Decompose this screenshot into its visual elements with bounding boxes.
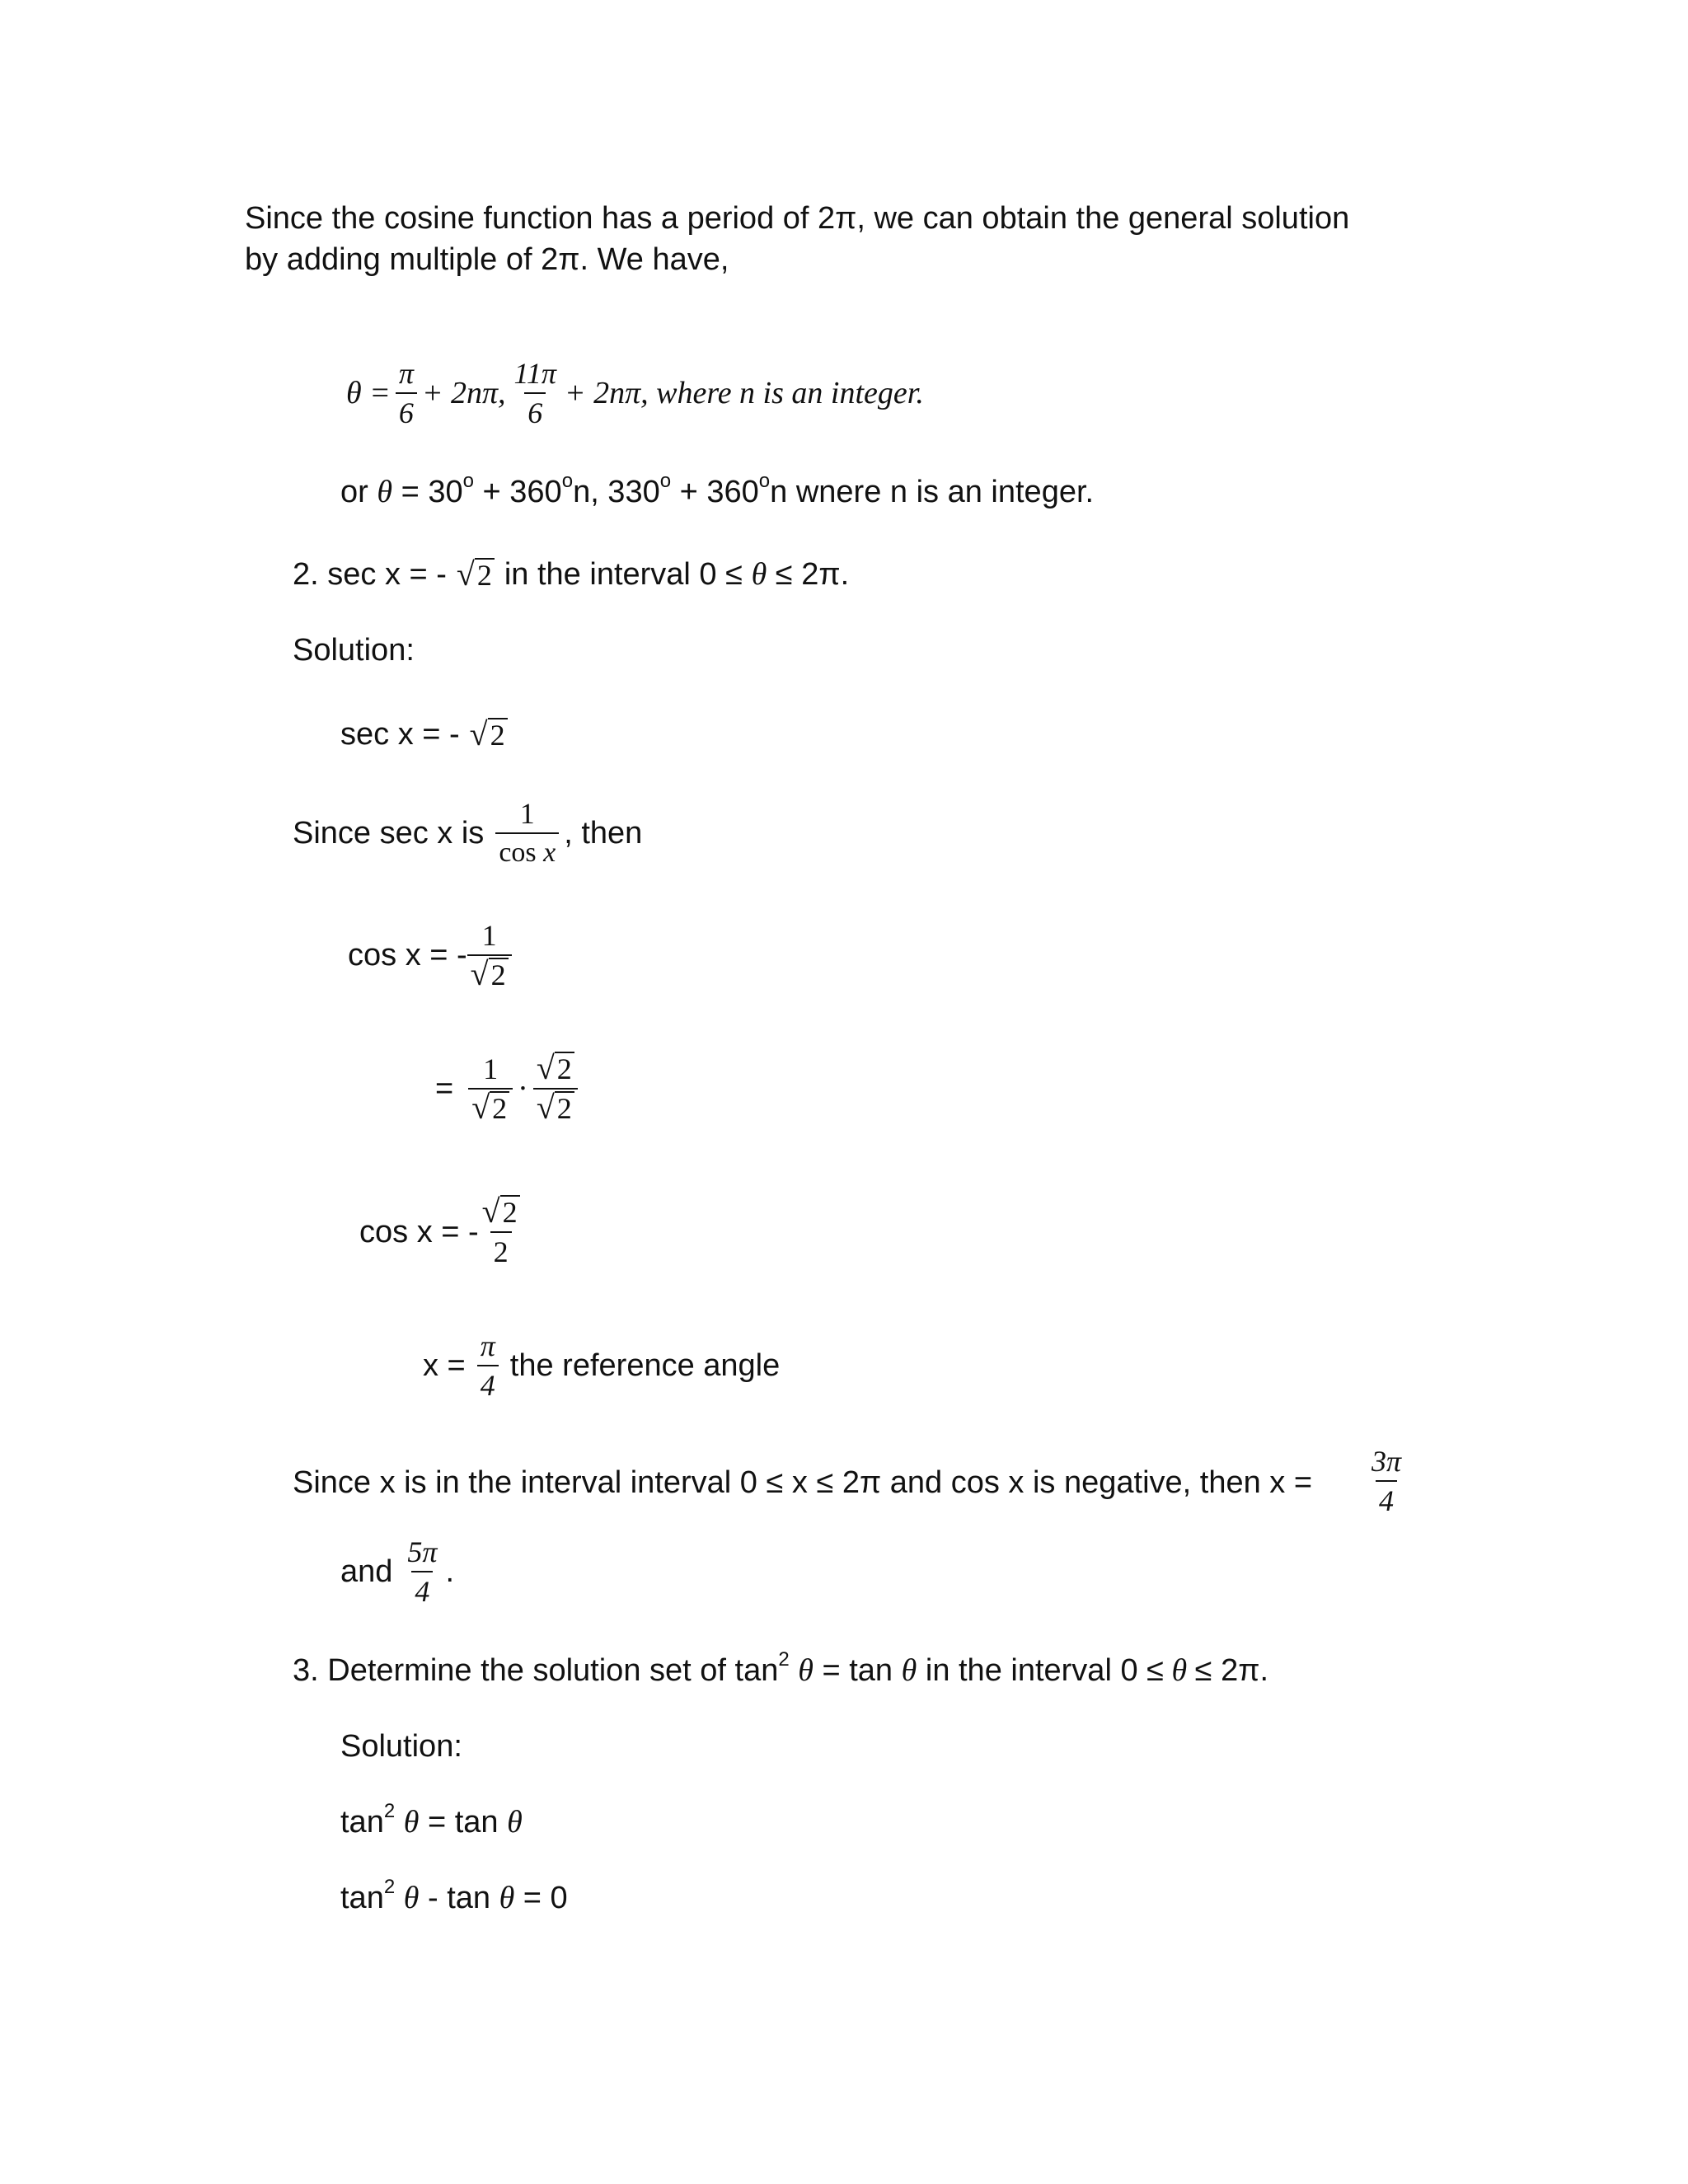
fraction-denominator: 2 [490,1231,512,1269]
conclusion-and-line [340,1535,454,1609]
step-tan-1 [340,1802,523,1843]
radical-sign-icon: √ [471,1089,490,1126]
fraction-numerator: 1 [483,1052,499,1085]
step-cos-1 [348,918,517,992]
step-cos-2 [359,1195,528,1269]
theta-symbol: θ [507,1805,523,1840]
degree-mark: o [561,470,574,493]
degrees-plus-2: + 360 [671,475,759,509]
tan-minus: - tan [419,1881,499,1915]
problem-3-text: 3. Determine the solution set of tan [293,1653,779,1688]
radical-sign-icon: √ [470,955,489,992]
degrees-tail: n wnere n is an integer. [770,475,1095,509]
step-cos-1-text: cos x = - [348,938,467,972]
theta-symbol: θ [751,557,767,592]
fraction-numerator: 1 [481,919,497,952]
general-solution-equation [346,356,924,430]
fraction-1-over-sqrt2 [468,1052,513,1126]
superscript-2: 2 [778,1648,790,1671]
problem-3-eq: = tan [813,1653,902,1688]
theta-symbol: θ [1164,1653,1195,1688]
step-sec [340,714,508,755]
problem-2-statement [293,554,849,595]
problem-2-end: 2π. [801,557,850,592]
step-reference-angle [423,1329,780,1403]
degrees-n1: n, 330 [573,475,660,509]
theta-symbol: θ [499,1881,515,1915]
radical-sign-icon: √ [481,1193,500,1230]
since-sec-prefix: Since sec x is [293,816,485,851]
fraction-denominator: cos x [495,832,559,870]
le-symbol: ≤ [1194,1653,1212,1688]
superscript-2: 2 [383,1876,396,1899]
fraction-numerator: √ 2 [479,1195,523,1231]
fraction-numerator: π [398,357,414,390]
problem-2-interval: in the interval 0 [504,557,717,592]
fraction-11pi-over-6 [511,356,560,430]
theta-symbol: θ [798,1653,814,1688]
problem-2-prefix: 2. sec x = - [293,557,447,592]
multiply-dot: · [518,1071,528,1106]
le-symbol: ≤ [725,557,743,592]
fraction-sqrt2-over-sqrt2 [533,1049,578,1126]
step-ref-text: x = [423,1348,466,1383]
equals-sign: = [435,1071,454,1106]
step-rationalize [435,1049,583,1126]
fraction-1-over-sqrt2 [467,918,512,992]
fraction-numerator: 5π [407,1535,438,1568]
degree-mark: o [758,470,771,493]
fraction-denominator: √ 2 [533,1088,578,1126]
conclusion-and: and [340,1554,393,1589]
fraction-denominator: 4 [411,1571,433,1609]
fraction-numerator: 1 [519,797,535,830]
problem-3-end: 2π. [1212,1653,1268,1688]
sqrt-2 [456,555,495,593]
general-solution-tail: + 2nπ, where n is an integer. [564,376,924,410]
fraction-pi-over-4 [477,1329,499,1403]
fraction-5pi-over-4 [404,1535,440,1609]
fraction-denominator: √ 2 [468,1088,513,1126]
fraction-denominator: √ 2 [467,954,512,992]
fraction-denominator: 4 [477,1365,499,1403]
fraction-denominator: 6 [524,392,546,430]
radical-sign-icon: √ [469,715,488,752]
le-symbol: ≤ [775,557,793,592]
tan-eq: = tan [419,1805,508,1840]
theta-symbol: θ [901,1653,917,1688]
conclusion-period: . [445,1554,455,1589]
fraction-sqrt2-over-2 [479,1195,523,1269]
step-sec-text: sec x = - [340,717,460,752]
fraction-pi-over-6 [396,356,417,430]
step-cos-2-text: cos x = - [359,1215,479,1249]
sqrt-2 [469,715,508,752]
fraction-denominator: 6 [396,392,417,430]
radical-sign-icon: √ [456,555,475,593]
degree-mark: o [659,470,672,493]
step-tan-2 [340,1877,568,1919]
radicand: 2 [488,718,508,751]
degree-mark: o [462,470,474,493]
theta-symbol: θ [377,475,393,509]
fraction-numerator: 11π [513,357,556,390]
degrees-plus: + 360 [473,475,562,509]
fraction-numerator: π [480,1329,495,1362]
theta-lhs: θ = [346,376,391,410]
degrees-eq: = 30 [401,475,463,509]
tan-zero: = 0 [514,1881,568,1915]
intro-line-2: by adding multiple of 2π. We have, [245,242,729,277]
le-symbol: ≤ [1146,1653,1164,1688]
degrees-prefix: or [340,475,368,509]
conclusion-text: Since x is in the interval interval 0 ≤ x ≤ 2π and cos x is negative, then x = [293,1465,1313,1500]
theta-symbol: θ [403,1881,420,1915]
solution-label: Solution: [293,633,415,668]
tan-text: tan [340,1805,384,1840]
radical-sign-icon: √ [536,1049,555,1086]
fraction-numerator: 3π [1372,1445,1402,1478]
since-sec-line [293,796,642,870]
tan-text: tan [340,1881,384,1915]
theta-symbol: θ [403,1805,420,1840]
radical-sign-icon: √ [536,1089,555,1126]
step-ref-suffix: the reference angle [509,1348,781,1383]
superscript-2: 2 [383,1800,396,1823]
intro-line-1: Since the cosine function has a period of 2π, we can obtain the general solution [245,201,1350,236]
problem-3-interval: in the interval 0 [917,1653,1147,1688]
fraction-denominator: 4 [1376,1480,1397,1518]
fraction-1-over-cosx [495,796,559,870]
term-2npi: + 2nπ, [421,376,506,410]
fraction-numerator: √ 2 [533,1052,578,1088]
radicand: 2 [475,558,495,591]
conclusion-fraction-3pi-4 [1368,1444,1404,1518]
since-sec-suffix: , then [564,816,643,851]
solution-label-3: Solution: [340,1729,462,1764]
problem-3-statement [293,1650,1268,1691]
degrees-solution-line [340,471,1094,513]
